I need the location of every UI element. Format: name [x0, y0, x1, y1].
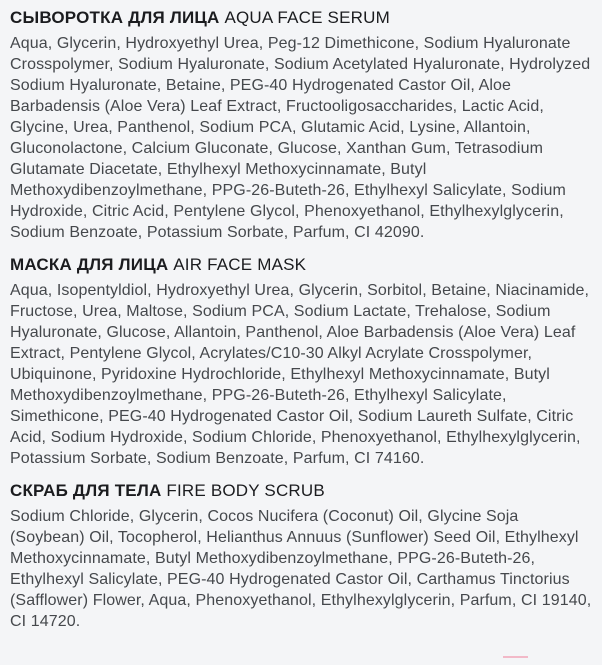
product-title [10, 481, 593, 501]
pink-underline-fragment [503, 656, 528, 658]
ingredients-text: Sodium Chloride, Glycerin, Cocos Nucifera (Coconut) Oil, Glycine Soja (Soybean) Oil, Tocopherol, Helianthus Annuus (Sunflower) Seed Oil, Ethylhexyl Methoxycinnamate, Butyl Methoxydibenzoylmethane, PPG-26-Buteth-26, Ethylhexyl Salicylate, PEG-40 Hydrogenated Castor Oil, Carthamus Tinctorius (Safflower) Flower, Aqua, Phenoxyethanol, Ethylhexylglycerin, Parfum, CI 19140, CI 14720. [10, 508, 592, 630]
ingredients-text: Aqua, Isopentyldiol, Hydroxyethyl Urea, Glycerin, Sorbitol, Betaine, Niacinamide, Fructose, Urea, Maltose, Sodium PCA, Sodium Lactate, Trehalose, Sodium Hyaluronate, Glucose, Allantoin, Panthenol, Aloe Barbadensis (Aloe Vera) Leaf Extract, Pentylene Glycol, Acrylates/C10-30 Alkyl Acrylate Crosspolymer, Ubiquinone, Pyridoxine Hydrochloride, Ethylhexyl Methoxycinnamate, Butyl Methoxydibenzoylmethane, PPG-26-Buteth-26, Ethylhexyl Salicylate, Simethicone, PEG-40 Hydrogenated Castor Oil, Sodium Laureth Sulfate, Citric Acid, Sodium Hydroxide, Sodium Chloride, Phenoxyethanol, Ethylhexylglycerin, Potassium Sorbate, Sodium Benzoate, Parfum, CI 74160. [10, 282, 590, 467]
product-title [10, 255, 593, 275]
product-title-ru: СЫВОРОТКА ДЛЯ ЛИЦА [10, 8, 220, 27]
ingredients-text: Aqua, Glycerin, Hydroxyethyl Urea, Peg-12 Dimethicone, Sodium Hyaluronate Crosspolymer, Sodium Hyaluronate, Sodium Acetylated Hyaluronate, Hydrolyzed Sodium Hyaluronate, Betaine, PEG-40 Hydrogenated Castor Oil, Aloe Barbadensis (Aloe Vera) Leaf Extract, Fructooligosaccharides, Lactic Acid, Glycine, Urea, Panthenol, Sodium PCA, Glutamic Acid, Lysine, Allantoin, Gluconolactone, Calcium Gluconate, Glucose, Xanthan Gum, Tetrasodium Glutamate Diacetate, Ethylhexyl Methoxycinnamate, Butyl Methoxydibenzoylmethane, PPG-26-Buteth-26, Ethylhexyl Salicylate, Sodium Hydroxide, Citric Acid, Pentylene Glycol, Phenoxyethanol, Ethylhexylglycerin, Sodium Benzoate, Potassium Sorbate, Parfum, CI 42090. [10, 35, 591, 241]
product-title-en: AIR FACE MASK [173, 255, 307, 274]
product-title-en: FIRE BODY SCRUB [166, 481, 325, 500]
product-title-en: AQUA FACE SERUM [224, 8, 390, 27]
product-section-air-face-mask [10, 255, 593, 469]
product-section-fire-body-scrub [10, 481, 593, 632]
product-section-aqua-face-serum [10, 8, 593, 243]
product-title-ru: МАСКА ДЛЯ ЛИЦА [10, 255, 169, 274]
product-title-ru: СКРАБ ДЛЯ ТЕЛА [10, 481, 162, 500]
product-title [10, 8, 593, 28]
